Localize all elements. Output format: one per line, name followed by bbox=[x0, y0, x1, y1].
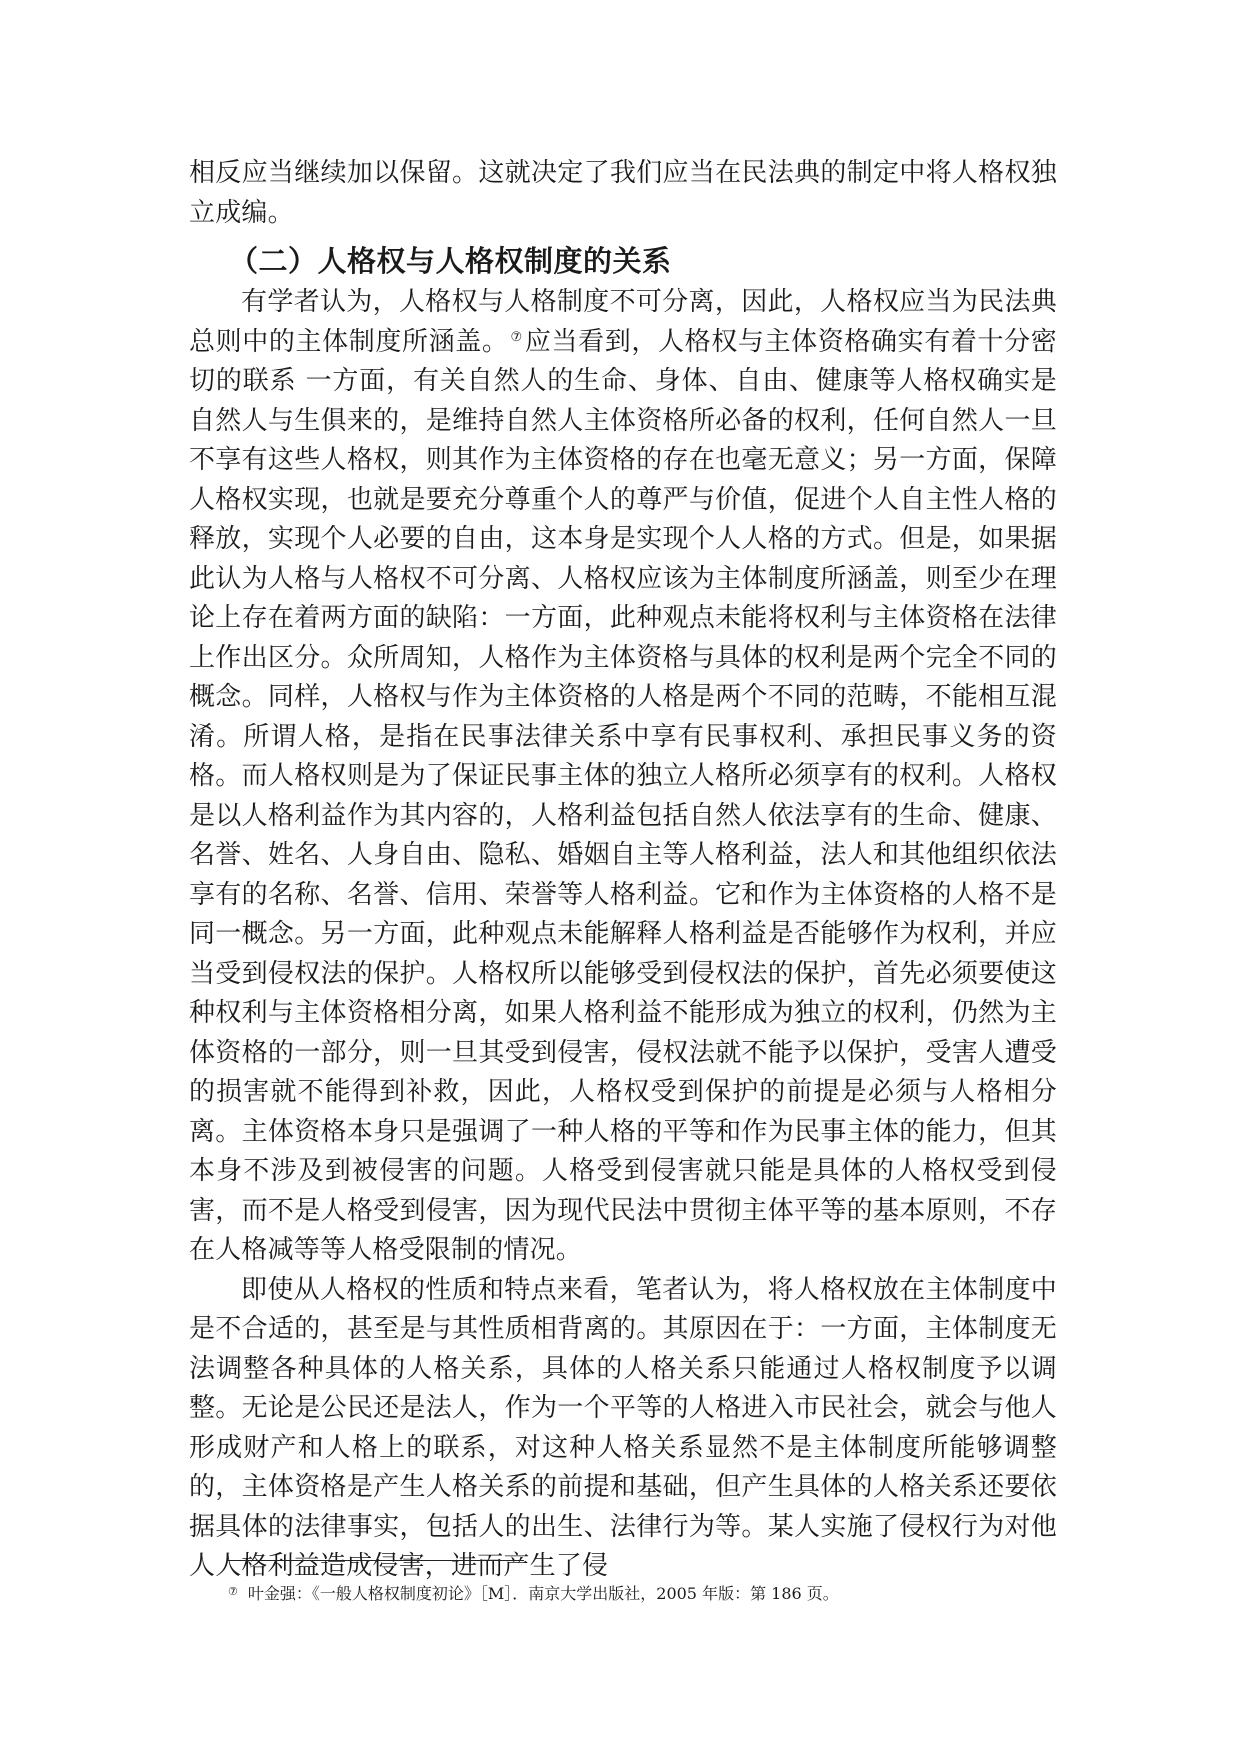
paragraph-continuation: 相反应当继续加以保留。这就决定了我们应当在民法典的制定中将人格权独立成编。 bbox=[189, 158, 1057, 228]
document-body bbox=[189, 154, 1057, 1587]
paragraph-1-part-a: 有学者认为，人格权与人格制度不可分离，因此，人格权应当为民法典总则中的主体制度所涵盖。 bbox=[189, 287, 1057, 357]
footnote-text: 叶金强：《一般人格权制度初论》［M］．南京大学出版社，2005 年版：第 186 页。 bbox=[247, 1584, 839, 1603]
footnote-separator bbox=[228, 1560, 524, 1561]
paragraph-1-part-b: 应当看到，人格权与主体资格确实有着十分密切的联系 一方面，有关自然人的生命、身体、自由、健康等人格权确实是自然人与生俱来的，是维持自然人主体资格所必备的权利，任何自然人一旦不享有这些人格权，则其作为主体资格的存在也毫无意义；另一方面，保障人格权实现，也就是要充分尊重个人的尊严与价值，促进个人自主性人格的释放，实现个人必要的自由，这本身是实现个人人格的方式。但是，如果据此认为人格与人格权不可分离、人格权应该为主体制度所涵盖，则至少在理论上存在着两方面的缺陷：一方面，此种观点未能将权利与主体资格在法律上作出区分。众所周知，人格作为主体资格与具体的权利是两个完全不同的概念。同样，人格权与作为主体资格的人格是两个不同的范畴，不能相互混淆。所谓人格，是指在民事法律关系中享有民事权利、承担民事义务的资格。而人格权则是为了保证民事主体的独立人格所必须享有的权利。人格权是以人格利益作为其内容的，人格利益包括自然人依法享有的生命、健康、名誉、姓名、人身自由、隐私、婚姻自主等人格利益，法人和其他组织依法享有的名称、名誉、信用、荣誉等人格利益。它和作为主体资格的人格不是同一概念。另一方面，此种观点未能解释人格利益是否能够作为权利，并应当受到侵权法的保护。人格权所以能够受到侵权法的保护，首先必须要使这种权利与主体资格相分离，如果人格利益不能形成为独立的权利，仍然为主体资格的一部分，则一旦其受到侵害，侵权法就不能予以保护，受害人遭受的损害就不能得到补救，因此，人格权受到保护的前提是必须与人格相分离。主体资格本身只是强调了一种人格的平等和作为民事主体的能力，但其本身不涉及到被侵害的问题。人格受到侵害就只能是具体的人格权受到侵害，而不是人格受到侵害，因为现代民法中贯彻主体平等的基本原则，不存在人格减等等人格受限制的情况。 bbox=[189, 326, 1057, 1265]
section-heading: （二）人格权与人格权制度的关系 bbox=[229, 244, 672, 278]
paragraph-1 bbox=[189, 283, 1057, 1271]
paragraph-2: 即使从人格权的性质和特点来看，笔者认为，将人格权放在主体制度中是不合适的，甚至是与其性质相背离的。其原因在于：一方面，主体制度无法调整各种具体的人格关系，具体的人格关系只能通过人格权制度予以调整。无论是公民还是法人，作为一个平等的人格进入市民社会，就会与他人形成财产和人格上的联系，对这种人格关系显然不是主体制度所能够调整的，主体资格是产生人格关系的前提和基础，但产生具体的人格关系还要依据具体的法律事实，包括人的出生、法律行为等。某人实施了侵权行为对他人人格利益造成侵害，进而产生了侵 bbox=[189, 1274, 1057, 1581]
footnote-mark: ⑦ bbox=[228, 1585, 238, 1598]
footnote-reference[interactable]: ⑦ bbox=[510, 329, 523, 345]
footnote bbox=[228, 1580, 1058, 1606]
